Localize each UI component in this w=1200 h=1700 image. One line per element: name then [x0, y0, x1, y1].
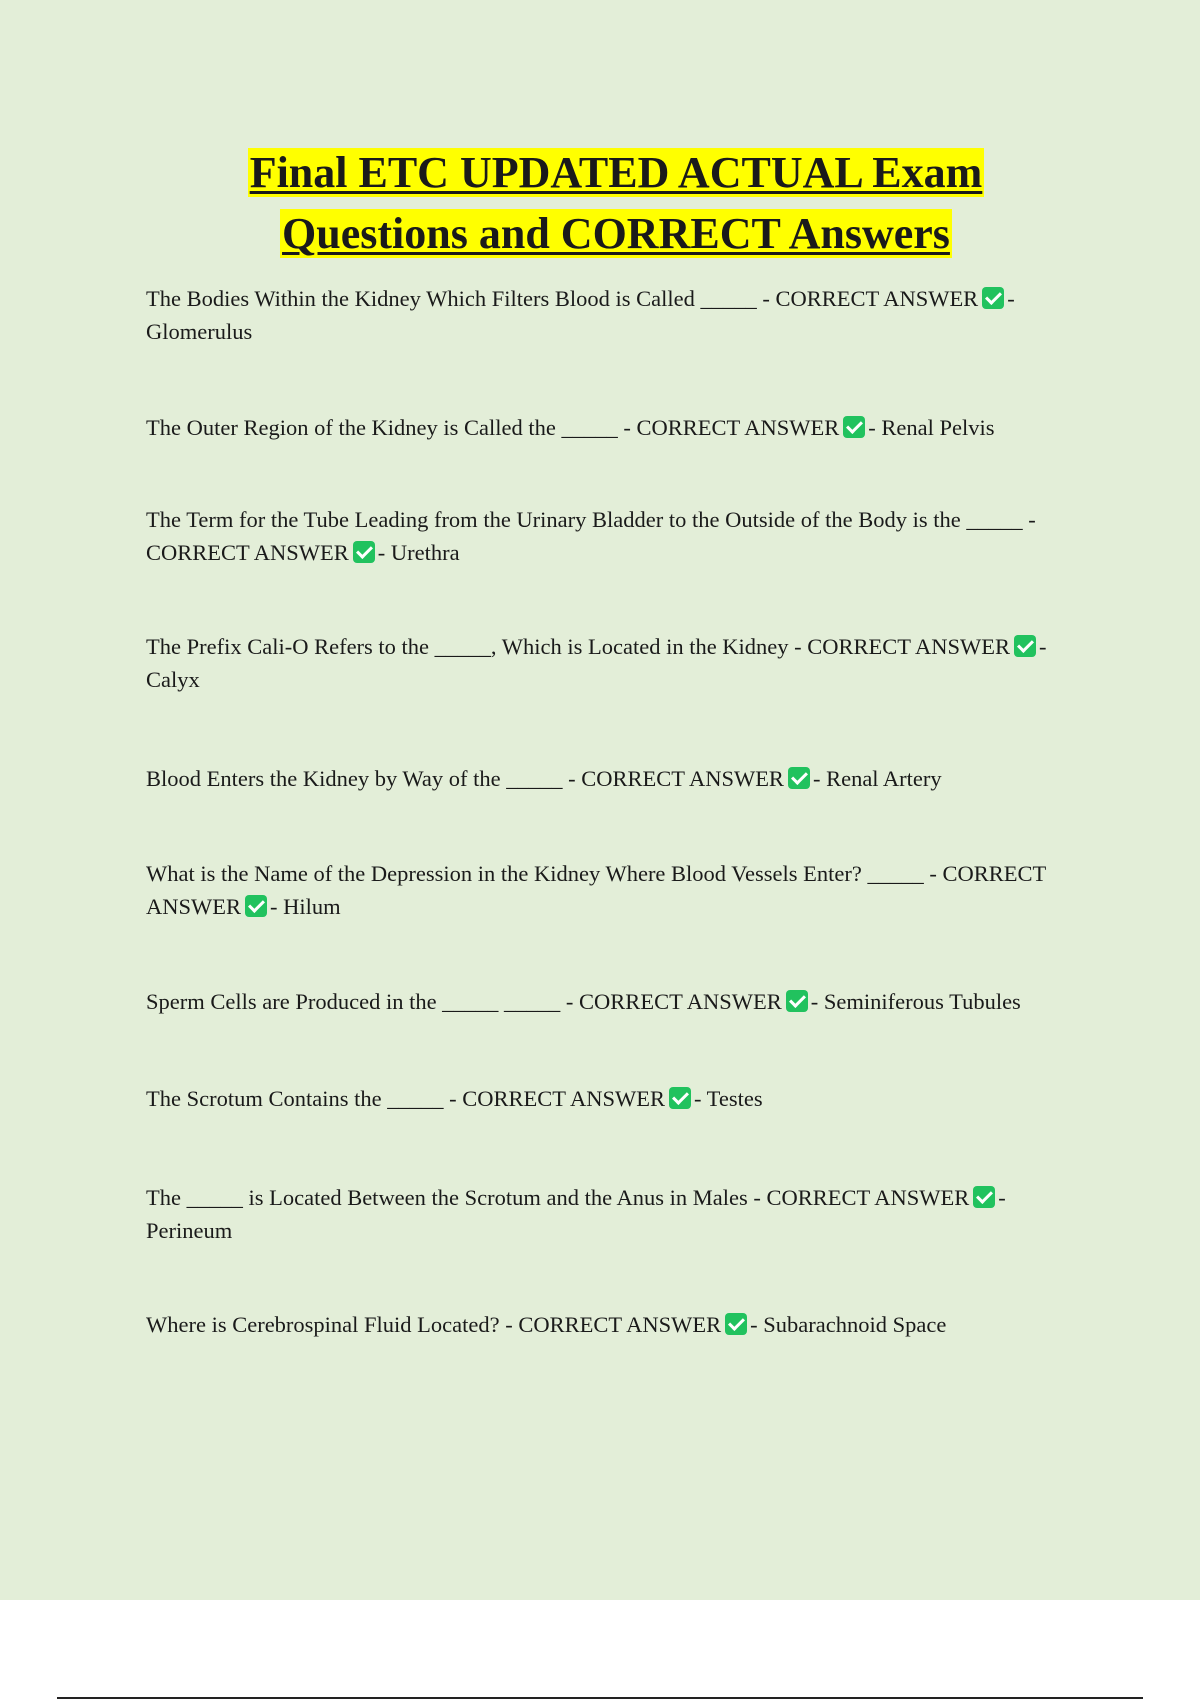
answer-text: - Glomerulus	[146, 286, 1015, 344]
answer-text: - Calyx	[146, 634, 1047, 692]
answer-text: - Perineum	[146, 1185, 1006, 1243]
document-title	[0, 142, 1200, 264]
answer-text: - Testes	[693, 1086, 763, 1111]
green-checkmark-icon	[353, 541, 375, 563]
green-checkmark-icon	[1014, 635, 1036, 657]
answer-text: - Seminiferous Tubules	[810, 989, 1021, 1014]
question-text: The Outer Region of the Kidney is Called the _____ - CORRECT ANSWER	[146, 415, 840, 440]
qa-item-3	[146, 503, 1091, 569]
qa-item-1	[146, 282, 1091, 348]
question-text: The Term for the Tube Leading from the Urinary Bladder to the Outside of the Body is the _____ - CORRECT ANSWER	[146, 507, 1036, 565]
question-text: What is the Name of the Depression in the Kidney Where Blood Vessels Enter? _____ - CORRECT ANSWER	[146, 861, 1046, 919]
answer-text: - Hilum	[270, 894, 341, 919]
qa-item-2	[146, 411, 1091, 444]
green-checkmark-icon	[786, 990, 808, 1012]
question-text: The _____ is Located Between the Scrotum and the Anus in Males - CORRECT ANSWER	[146, 1185, 970, 1210]
green-checkmark-icon	[982, 287, 1004, 309]
question-text: Sperm Cells are Produced in the _____ _____ - CORRECT ANSWER	[146, 989, 782, 1014]
question-text: Blood Enters the Kidney by Way of the _____ - CORRECT ANSWER	[146, 766, 784, 791]
green-checkmark-icon	[245, 895, 267, 917]
answer-text: - Urethra	[377, 540, 460, 565]
green-checkmark-icon	[669, 1087, 691, 1109]
question-text: Where is Cerebrospinal Fluid Located? - CORRECT ANSWER	[146, 1312, 722, 1337]
qa-item-9	[146, 1181, 1091, 1247]
question-text: The Bodies Within the Kidney Which Filters Blood is Called _____ - CORRECT ANSWER	[146, 286, 979, 311]
green-checkmark-icon	[973, 1186, 995, 1208]
answer-text: - Renal Artery	[812, 766, 942, 791]
qa-item-7	[146, 985, 1091, 1018]
green-checkmark-icon	[788, 767, 810, 789]
green-checkmark-icon	[843, 416, 865, 438]
green-checkmark-icon	[725, 1313, 747, 1335]
qa-item-4	[146, 630, 1091, 696]
title-line-2: Questions and CORRECT Answers	[282, 209, 950, 258]
qa-item-5	[146, 762, 1091, 795]
answer-text: - Renal Pelvis	[868, 415, 995, 440]
question-text: The Prefix Cali-O Refers to the _____, Which is Located in the Kidney - CORRECT ANSWER	[146, 634, 1011, 659]
footer-divider	[57, 1697, 1143, 1699]
answer-text: - Subarachnoid Space	[750, 1312, 947, 1337]
qa-item-8	[146, 1082, 1091, 1115]
qa-item-6	[146, 857, 1091, 923]
title-line-1: Final ETC UPDATED ACTUAL Exam	[249, 148, 983, 197]
question-text: The Scrotum Contains the _____ - CORRECT ANSWER	[146, 1086, 665, 1111]
qa-item-10	[146, 1308, 1091, 1341]
